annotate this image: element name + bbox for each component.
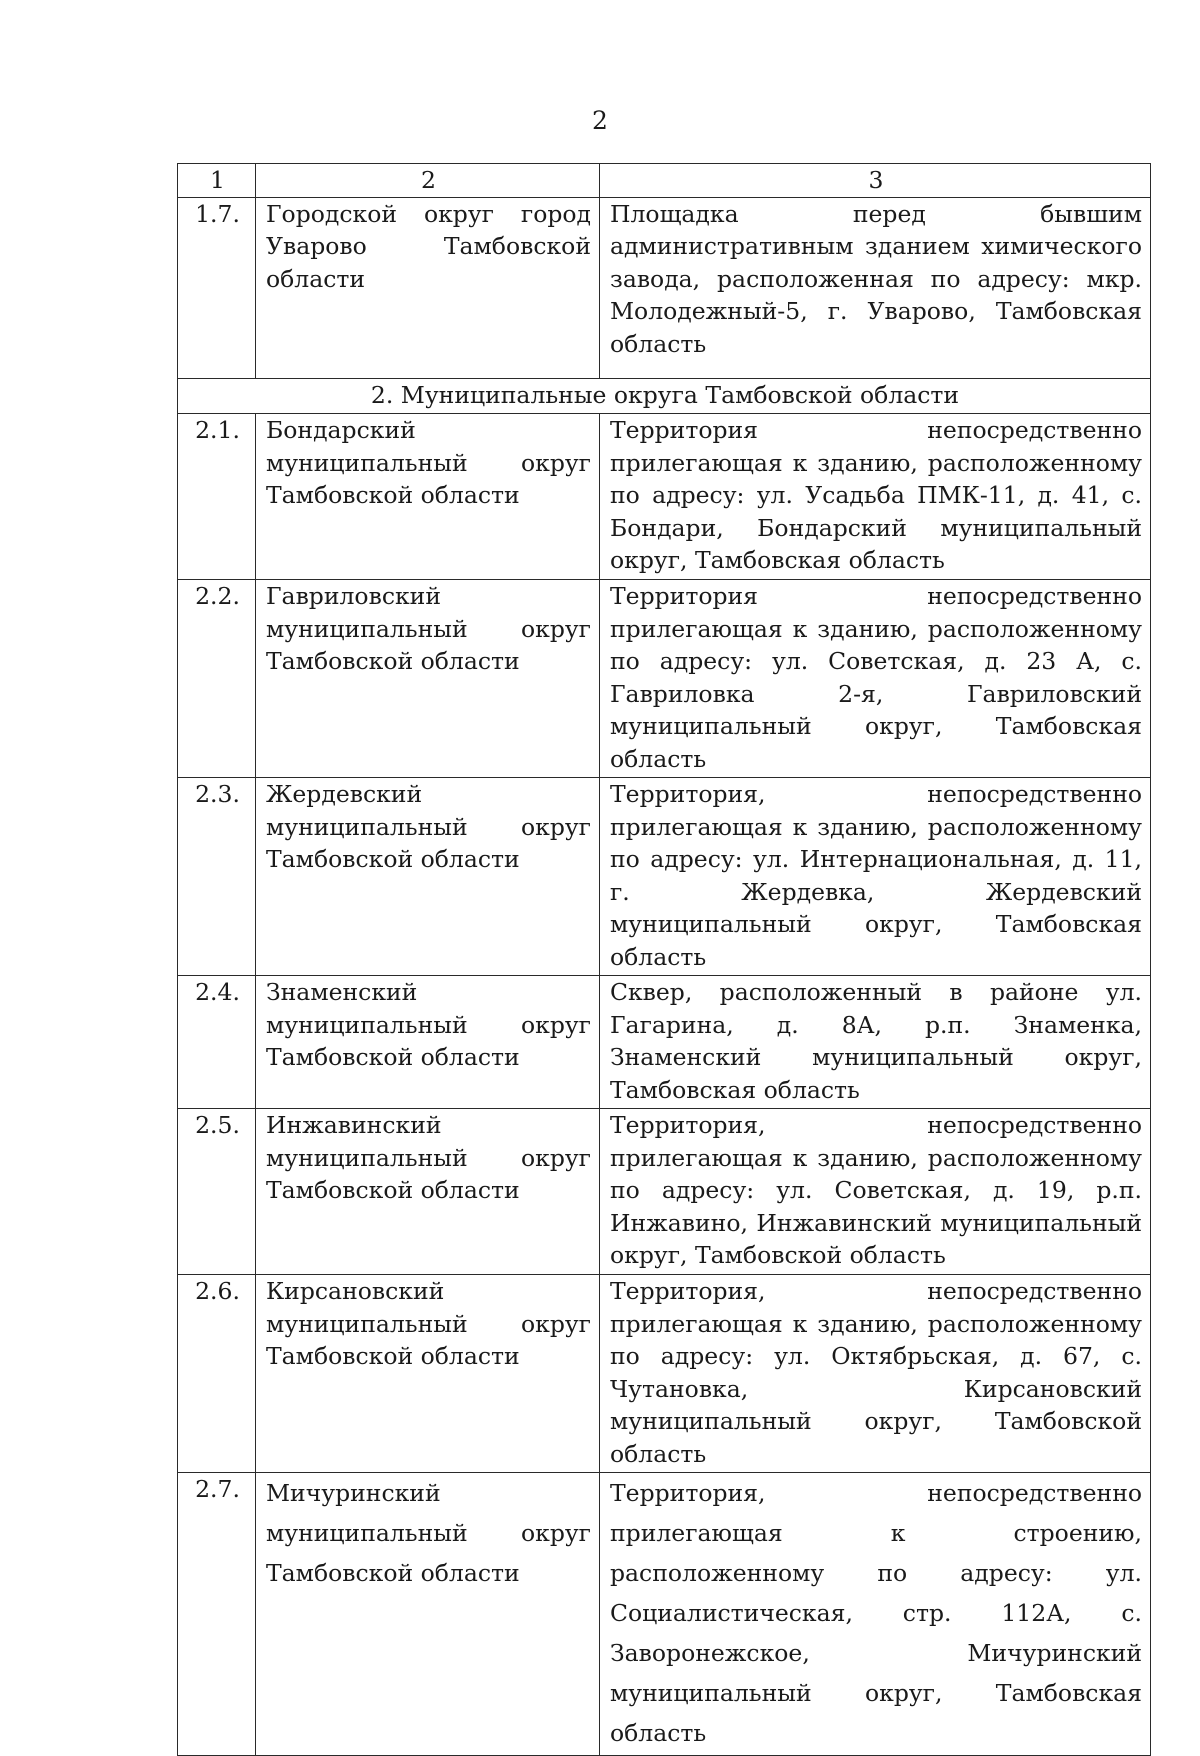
table-header-row	[178, 164, 1151, 198]
row-number: 2.3.	[178, 778, 256, 976]
row-number: 1.7.	[178, 197, 256, 378]
column-header-1: 1	[178, 164, 256, 198]
location-cell: Площадка перед бывшим административным зданием химического завода, расположенная по адресу: мкр. Молодежный-5, г. Уварово, Тамбовская область	[600, 197, 1151, 378]
table-row	[178, 1109, 1151, 1275]
table-row	[178, 580, 1151, 778]
page-number: 2	[592, 106, 608, 135]
municipality-cell: Городской округ город Уварово Тамбовской области	[256, 197, 600, 378]
municipality-cell: Кирсановский муниципальный округ Тамбовской области	[256, 1275, 600, 1473]
row-number: 2.6.	[178, 1275, 256, 1473]
municipality-cell: Инжавинский муниципальный округ Тамбовской области	[256, 1109, 600, 1275]
table-row	[178, 778, 1151, 976]
column-header-3: 3	[600, 164, 1151, 198]
table-row	[178, 1473, 1151, 1756]
row-number: 2.5.	[178, 1109, 256, 1275]
section-header-row	[178, 378, 1151, 414]
table-row	[178, 414, 1151, 580]
location-cell: Территория, непосредственно прилегающая к зданию, расположенному по адресу: ул. Советская, д. 19, р.п. Инжавино, Инжавинский муниципальный округ, Тамбовской область	[600, 1109, 1151, 1275]
table-row	[178, 976, 1151, 1109]
location-cell: Территория, непосредственно прилегающая к зданию, расположенному по адресу: ул. Октябрьская, д. 67, с. Чутановка, Кирсановский муниципальный округ, Тамбовской область	[600, 1275, 1151, 1473]
table-row	[178, 1275, 1151, 1473]
column-header-2: 2	[256, 164, 600, 198]
location-cell: Территория непосредственно прилегающая к зданию, расположенному по адресу: ул. Усадьба ПМК-11, д. 41, с. Бондари, Бондарский муниципальный округ, Тамбовская область	[600, 414, 1151, 580]
locations-table	[177, 163, 1151, 1756]
row-number: 2.4.	[178, 976, 256, 1109]
location-cell: Территория, непосредственно прилегающая к строению, расположенному по адресу: ул. Социалистическая, стр. 112А, с. Заворонежское, Мичуринский муниципальный округ, Тамбовская область	[600, 1473, 1151, 1756]
location-cell: Территория, непосредственно прилегающая к зданию, расположенному по адресу: ул. Интернациональная, д. 11, г. Жердевка, Жердевский муниципальный округ, Тамбовская область	[600, 778, 1151, 976]
row-number: 2.7.	[178, 1473, 256, 1756]
municipality-cell: Бондарский муниципальный округ Тамбовской области	[256, 414, 600, 580]
row-number: 2.1.	[178, 414, 256, 580]
municipality-cell: Жердевский муниципальный округ Тамбовской области	[256, 778, 600, 976]
municipality-cell: Знаменский муниципальный округ Тамбовской области	[256, 976, 600, 1109]
location-cell: Территория непосредственно прилегающая к зданию, расположенному по адресу: ул. Советская, д. 23 А, с. Гавриловка 2-я, Гавриловский муниципальный округ, Тамбовская область	[600, 580, 1151, 778]
municipality-cell: Мичуринский муниципальный округ Тамбовской области	[256, 1473, 600, 1756]
table-row	[178, 197, 1151, 378]
municipality-cell: Гавриловский муниципальный округ Тамбовской области	[256, 580, 600, 778]
row-number: 2.2.	[178, 580, 256, 778]
section-title: 2. Муниципальные округа Тамбовской области	[178, 378, 1151, 414]
location-cell: Сквер, расположенный в районе ул. Гагарина, д. 8А, р.п. Знаменка, Знаменский муниципальный округ, Тамбовская область	[600, 976, 1151, 1109]
